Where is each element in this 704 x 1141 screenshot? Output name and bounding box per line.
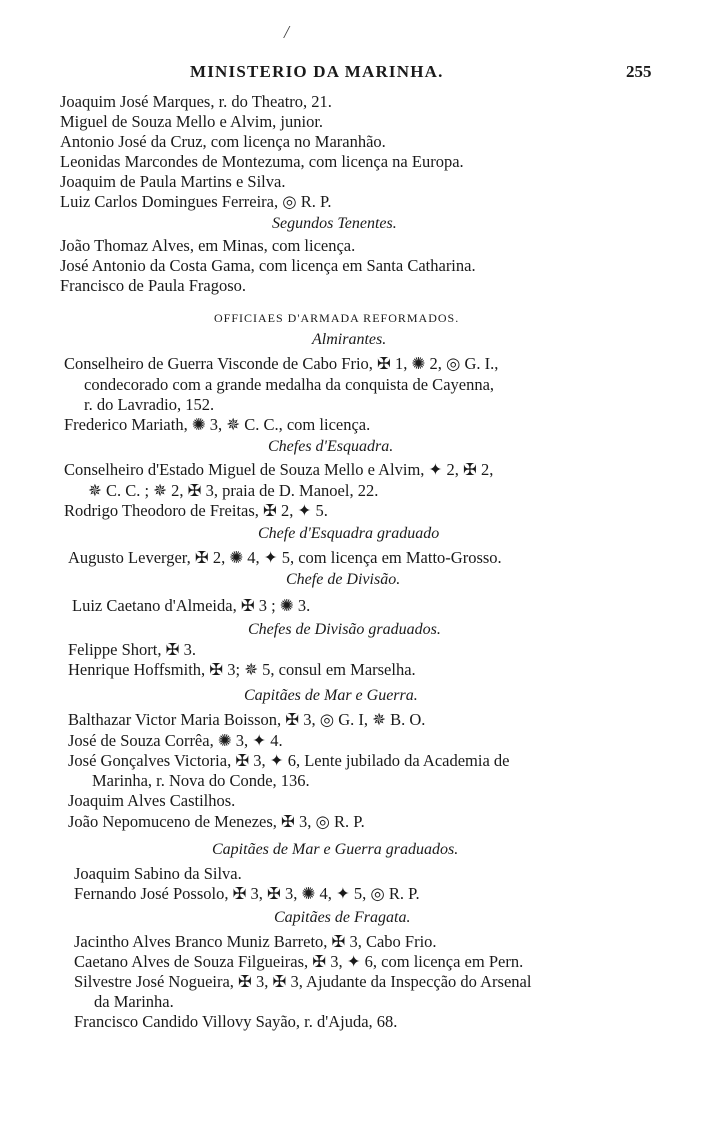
text-line: José Antonio da Costa Gama, com licença em Santa Catharina. bbox=[60, 256, 476, 275]
section-heading: Chefe d'Esquadra graduado bbox=[258, 525, 440, 542]
text-line: Conselheiro de Guerra Visconde de Cabo Frio, ✠ 1, ✺ 2, ◎ G. I., bbox=[64, 354, 499, 373]
text-line: Rodrigo Theodoro de Freitas, ✠ 2, ✦ 5. bbox=[64, 501, 328, 520]
section-heading: Capitães de Mar e Guerra graduados. bbox=[212, 841, 459, 858]
section-heading: Capitães de Fragata. bbox=[274, 909, 411, 926]
section-heading: Segundos Tenentes. bbox=[272, 215, 397, 232]
text-line: Joaquim José Marques, r. do Theatro, 21. bbox=[60, 92, 332, 111]
text-line: Francisco de Paula Fragoso. bbox=[60, 276, 247, 295]
text-line: João Nepomuceno de Menezes, ✠ 3, ◎ R. P. bbox=[68, 812, 365, 831]
text-line: Silvestre José Nogueira, ✠ 3, ✠ 3, Ajudante da Inspecção do Arsenal bbox=[74, 972, 532, 991]
text-line: Frederico Mariath, ✺ 3, ✵ C. C., com licença. bbox=[64, 415, 371, 434]
section-heading: Capitães de Mar e Guerra. bbox=[244, 687, 418, 704]
text-line: Henrique Hoffsmith, ✠ 3; ✵ 5, consul em Marselha. bbox=[68, 660, 416, 679]
text-line: Luiz Caetano d'Almeida, ✠ 3 ; ✺ 3. bbox=[72, 596, 311, 615]
text-line: Felippe Short, ✠ 3. bbox=[68, 640, 196, 659]
text-line: José Gonçalves Victoria, ✠ 3, ✦ 6, Lente jubilado da Academia de bbox=[68, 751, 510, 770]
text-line: ✵ C. C. ; ✵ 2, ✠ 3, praia de D. Manoel, 22. bbox=[88, 481, 379, 500]
running-header bbox=[0, 62, 704, 84]
text-line: Joaquim Sabino da Silva. bbox=[74, 864, 242, 883]
text-line: João Thomaz Alves, em Minas, com licença. bbox=[60, 236, 356, 255]
page-number: 255 bbox=[626, 62, 652, 81]
text-line: da Marinha. bbox=[94, 992, 174, 1011]
page-mark: / bbox=[284, 22, 290, 42]
text-line: José de Souza Corrêa, ✺ 3, ✦ 4. bbox=[68, 731, 283, 750]
text-line: Balthazar Victor Maria Boisson, ✠ 3, ◎ G. I, ✵ B. O. bbox=[68, 710, 426, 729]
section-heading: Chefes d'Esquadra. bbox=[268, 438, 394, 455]
text-line: r. do Lavradio, 152. bbox=[84, 395, 215, 414]
text-line: Jacintho Alves Branco Muniz Barreto, ✠ 3, Cabo Frio. bbox=[74, 932, 437, 951]
section-heading: Chefe de Divisão. bbox=[286, 571, 401, 588]
text-line: Antonio José da Cruz, com licença no Maranhão. bbox=[60, 132, 386, 151]
text-line: Joaquim Alves Castilhos. bbox=[68, 791, 236, 810]
text-line: Augusto Leverger, ✠ 2, ✺ 4, ✦ 5, com licença em Matto-Grosso. bbox=[68, 548, 502, 567]
text-line: Luiz Carlos Domingues Ferreira, ◎ R. P. bbox=[60, 192, 332, 211]
text-line: Miguel de Souza Mello e Alvim, junior. bbox=[60, 112, 324, 131]
text-line: condecorado com a grande medalha da conquista de Cayenna, bbox=[84, 375, 495, 394]
text-line: Joaquim de Paula Martins e Silva. bbox=[60, 172, 286, 191]
text-line: Conselheiro d'Estado Miguel de Souza Mello e Alvim, ✦ 2, ✠ 2, bbox=[64, 460, 494, 479]
text-line: Francisco Candido Villovy Sayão, r. d'Ajuda, 68. bbox=[74, 1012, 398, 1031]
section-title: OFFICIAES D'ARMADA REFORMADOS. bbox=[214, 311, 460, 325]
section-heading: Almirantes. bbox=[312, 331, 387, 348]
text-line: Marinha, r. Nova do Conde, 136. bbox=[92, 771, 310, 790]
text-line: Caetano Alves de Souza Filgueiras, ✠ 3, ✦ 6, com licença em Pern. bbox=[74, 952, 524, 971]
text-line: Fernando José Possolo, ✠ 3, ✠ 3, ✺ 4, ✦ 5, ◎ R. P. bbox=[74, 884, 420, 903]
header-title: MINISTERIO DA MARINHA. bbox=[190, 62, 444, 81]
text-line: Leonidas Marcondes de Montezuma, com licença na Europa. bbox=[60, 152, 464, 171]
section-heading: Chefes de Divisão graduados. bbox=[248, 621, 441, 638]
